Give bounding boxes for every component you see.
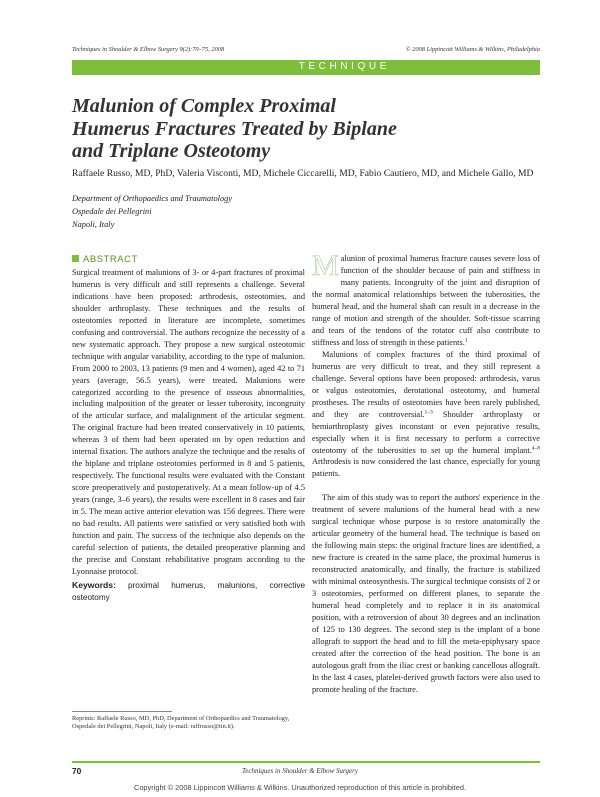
keywords [72, 580, 305, 604]
running-head [72, 46, 540, 58]
author-list: Raffaele Russo, MD, PhD, Valeria Visconti, MD, Michele Ciccarelli, MD, Fabio Cautiero, MD, and Michele Gallo, MD [72, 168, 534, 179]
abstract-heading: ABSTRACT [72, 253, 138, 264]
keywords-label: Keywords: [72, 579, 116, 590]
affiliation-department: Department of Orthopaedics and Traumatology [72, 194, 233, 203]
page-number: 70 [72, 766, 82, 776]
intro-paragraph: Malunion of proximal humerus fracture causes severe loss of function of the shoulder because of pain and stiffness in many patients. Incongruity of the joint and disruption of the normal anatomical relationships between the tuberosities, the humeral head, and the humeral shaft can result in a decrease in the range of motion and strength of the shoulder. Soft-tissue scarring and tears of the tendons of the rotator cuff also contribute to stiffness and loss of strength in these patients.$^1$ [312, 249, 540, 347]
footer-journal: Techniques in Shoulder & Elbow Surgery [242, 767, 358, 775]
abstract-text: Surgical treatment of malunions of 3- or 4-part fractures of proximal humerus is very difficult and still represents a challenge. Several indications have been proposed: arthrodesis, osteotomies, and shoulder arthroplasty. These techniques and the results of osteotomies reported in literature are incomplete, sometimes confusing and controversial. The authors recognize the necessity of a new systematic approach. They propose a new surgical osteotomic technique with angular variability, according to the type of malunion. From 2000 to 2003, 13 patients (9 men and 4 women), aged 42 to 71 years (average, 56.5 years), were treated. Malunions were categorized according to the presence of osseous abnormalities, including malposition of the greater or lesser tuberosity, incongruity of the articular surface, and malalignment of the articular segment. The original fracture had been treated conservatively in 10 patients, whereas 3 of them had been operated on by open reduction and internal fixation. The authors analyze the technique and the results of the biplane and triplane osteotomies performed in 8 and 5 patients, respectively. The functional results were evaluated with the Constant score preoperatively and postoperatively. At a mean follow-up of 4.5 years (range, 3–6 years), the results were excellent in 8 cases and fair in 5. The mean active anterior elevation was 156 degrees. There were no bad results. All patients were satisfied or very satisfied both with function and pain. The success of the technique also depends on the careful selection of patients, the detailed preoperative planning and the precise and Constant rehabilitative program according to the Lyonnaise protocol. [72, 268, 305, 576]
drop-cap: M [312, 249, 339, 282]
reference-link[interactable]: 1–3 [424, 409, 433, 416]
body-paragraph: Malunions of complex fractures of the third proximal of humerus are very difficult to treat, and they still represent a challenge. Several options have been proposed: arthrodesis, varus or valgus osteotomies, derotational osteotomy, and humeral prostheses. The results of osteotomies have been rarely published, and they are controversial.$^{1-3}$ Shoulder arthroplasty or hemiarthroplasty gives inconstant or even pejorative results, especially when it is first necessary to perform a corrective osteotomy of the tuberosities to set up the humeral implant.$^{4-8}$ Arthrodesis is now considered the last chance, especially for young patients. [312, 349, 540, 479]
section-label: TECHNIQUE [298, 61, 390, 72]
reference-link[interactable]: 1 [464, 337, 468, 344]
body-column [312, 249, 540, 696]
section-band [72, 60, 540, 75]
square-bullet-icon [72, 255, 79, 262]
footer-rule [72, 761, 540, 763]
journal-issue: Techniques in Shoulder & Elbow Surgery 9(2):70–75, 2008 [72, 46, 225, 53]
article-title: Malunion of Complex Proximal Humerus Fractures Treated by Biplane and Triplane Osteotomy [72, 95, 397, 162]
reprints-footnote: Reprints: Raffaele Russo, MD, PhD, Department of Orthopaedics and Traumatology, Ospedale dei Pellegrini, Napoli, Italy (e-mail: raffrusso@tin.it). [72, 715, 290, 731]
copyright-notice: Copyright © 2008 Lippincott Williams & Wilkins. Unauthorized reproduction of this article is prohibited. [133, 783, 467, 792]
publisher-line: © 2008 Lippincott Williams & Wilkins, Philadelphia [405, 46, 540, 53]
affiliation-hospital: Ospedale dei Pellegrini [72, 207, 152, 216]
footnote-rule [72, 711, 172, 712]
reference-link[interactable]: 4–8 [531, 445, 540, 451]
body-paragraph: The aim of this study was to report the authors' experience in the treatment of severe malunions of the humeral head with a new surgical technique whose purpose is to restore anatomically the articular geometry of the humeral head. The technique is based on the following main steps: the original fracture lines are identified, a new fracture is created in the same place, the proximal humerus is reconstructed anatomically, and finally, the fracture is stabilized with minimal osteosynthesis. The surgical technique consists of 2 or 3 osteotomies, performed on different planes, to separate the humeral head completely and to replace it in its anatomical position, with a retroversion of about 30 degrees and an inclination of 125 to 130 degrees. The second step is the implant of a bone allograft to support the head and to fill the meta-epiphysary space created after the correction of the head position. The bone is an autologous graft from the iliac crest or banking cancellous allograft. In the last 4 cases, platelet-derived growth factors were also used to promote healing of the fracture. [312, 493, 540, 694]
affiliation-city: Napoli, Italy [72, 220, 115, 229]
abstract-column [72, 267, 305, 604]
keywords-list: proximal humerus, malunions, corrective osteotomy [72, 580, 305, 602]
